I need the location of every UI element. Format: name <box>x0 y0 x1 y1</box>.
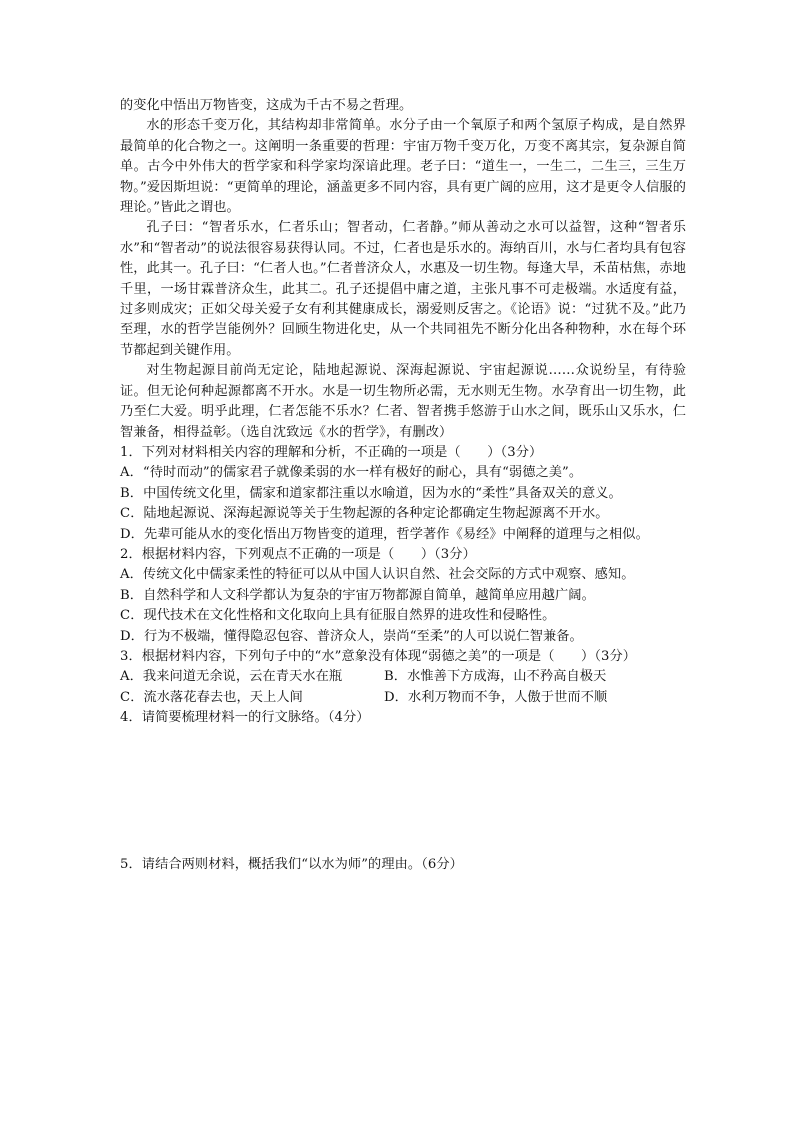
passage-paragraph-2: 孔子曰：“智者乐水，仁者乐山；智者动，仁者静。”师从善动之水可以益智，这种“智者乐水”和“智者动”的说法很容易获得认同。不过，仁者也是乐水的。海纳百川，水与仁者均具有包容性，此其一。孔子曰：“仁者人也。”仁者普济众人，水惠及一切生物。每逢大旱，禾苗枯焦，赤地千里，一场甘霖普济众生，此其二。孔子还提倡中庸之道，主张凡事不可走极端。水适度有益，过多则成灾；正如父母关爱子女有利其健康成长，溺爱则反害之。《论语》说：“过犹不及。”此乃至理，水的哲学岂能例外？回顾生物进化史，从一个共同祖先不断分化出各种物种，水在每个环节都起到关键作用。 <box>120 220 686 358</box>
question-4 <box>120 708 686 854</box>
exam-page <box>120 96 686 875</box>
passage-paragraph-0: 的变化中悟出万物皆变，这成为千古不易之哲理。 <box>120 98 413 113</box>
question-3-option-a: A．我来问道无余说，云在青天水在瓶 <box>120 669 343 685</box>
question-2-stem: 2．根据材料内容，下列观点不正确的一项是（ ）（3分） <box>120 546 476 562</box>
question-3-option-d: D．水利万物而不争，人傲于世而不顺 <box>384 689 608 705</box>
question-1-option-c: C．陆地起源说、深海起源说等关于生物起源的各种定论都确定生物起源离不开水。 <box>120 506 609 522</box>
question-1-option-b: B．中国传统文化里，儒家和道家都注重以水喻道，因为水的“柔性”具备双关的意义。 <box>120 485 622 501</box>
question-1 <box>120 443 686 545</box>
question-3-option-c: C．流水落花春去也，天上人间 <box>120 689 303 705</box>
question-3-options-row-2 <box>120 688 686 708</box>
passage-paragraph-3: 对生物起源目前尚无定论，陆地起源说、深海起源说、宇宙起源说……众说纷呈，有待验证。但无论何种起源都离不开水。水是一切生物所必需，无水则无生物。水孕育出一切生物，此乃至仁大爱。明乎此理，仁者怎能不乐水？仁者、智者携手悠游于山水之间，既乐山又乐水，仁智兼备，相得益彰。（选自沈致远《水的哲学》，有删改） <box>120 363 686 440</box>
question-3-stem: 3．根据材料内容，下列句子中的“水”意象没有体现“弱德之美”的一项是（ ）（3分） <box>120 648 637 664</box>
question-3 <box>120 647 686 708</box>
question-1-option-d: D．先辈可能从水的变化悟出万物皆变的道理，哲学著作《易经》中阐释的道理与之相似。 <box>120 526 649 542</box>
question-3-option-b: B．水惟善下方成海，山不矜高自极天 <box>384 669 607 685</box>
question-2 <box>120 545 686 647</box>
question-1-option-a: A．“待时而动”的儒家君子就像柔弱的水一样有极好的耐心，具有“弱德之美”。 <box>120 465 583 481</box>
question-2-option-c: C．现代技术在文化性格和文化取向上具有征服自然界的进攻性和侵略性。 <box>120 608 556 624</box>
question-4-answer-space[interactable] <box>120 729 686 855</box>
question-4-stem: 4．请简要梳理材料一的行文脉络。（4分） <box>120 710 370 726</box>
question-2-option-a: A．传统文化中儒家柔性的特征可以从中国人认识自然、社会交际的方式中观察、感知。 <box>120 567 635 583</box>
question-2-option-d: D．行为不极端，懂得隐忍包容、普济众人，崇尚“至柔”的人可以说仁智兼备。 <box>120 628 583 644</box>
question-3-options-row-1 <box>120 667 686 687</box>
question-2-option-b: B．自然科学和人文科学都认为复杂的宇宙万物都源自简单，越简单应用越广阔。 <box>120 587 595 603</box>
question-1-stem: 1．下列对材料相关内容的理解和分析，不正确的一项是（ ）（3分） <box>120 444 543 460</box>
question-5-stem: 5．请结合两则材料，概括我们“以水为师”的理由。（6分） <box>120 856 463 872</box>
passage-paragraph-1: 水的形态千变万化，其结构却非常简单。水分子由一个氧原子和两个氢原子构成，是自然界最简单的化合物之一。这阐明一条重要的哲理：宇宙万物千变万化，万变不离其宗，复杂源自简单。古今中外伟大的哲学家和科学家均深谙此理。老子曰：“道生一，一生二，二生三，三生万物。”爱因斯坦说：“更简单的理论，涵盖更多不同内容，具有更广阔的应用，这才是更令人信服的理论。”皆此之谓也。 <box>120 118 686 216</box>
question-5 <box>120 855 686 875</box>
